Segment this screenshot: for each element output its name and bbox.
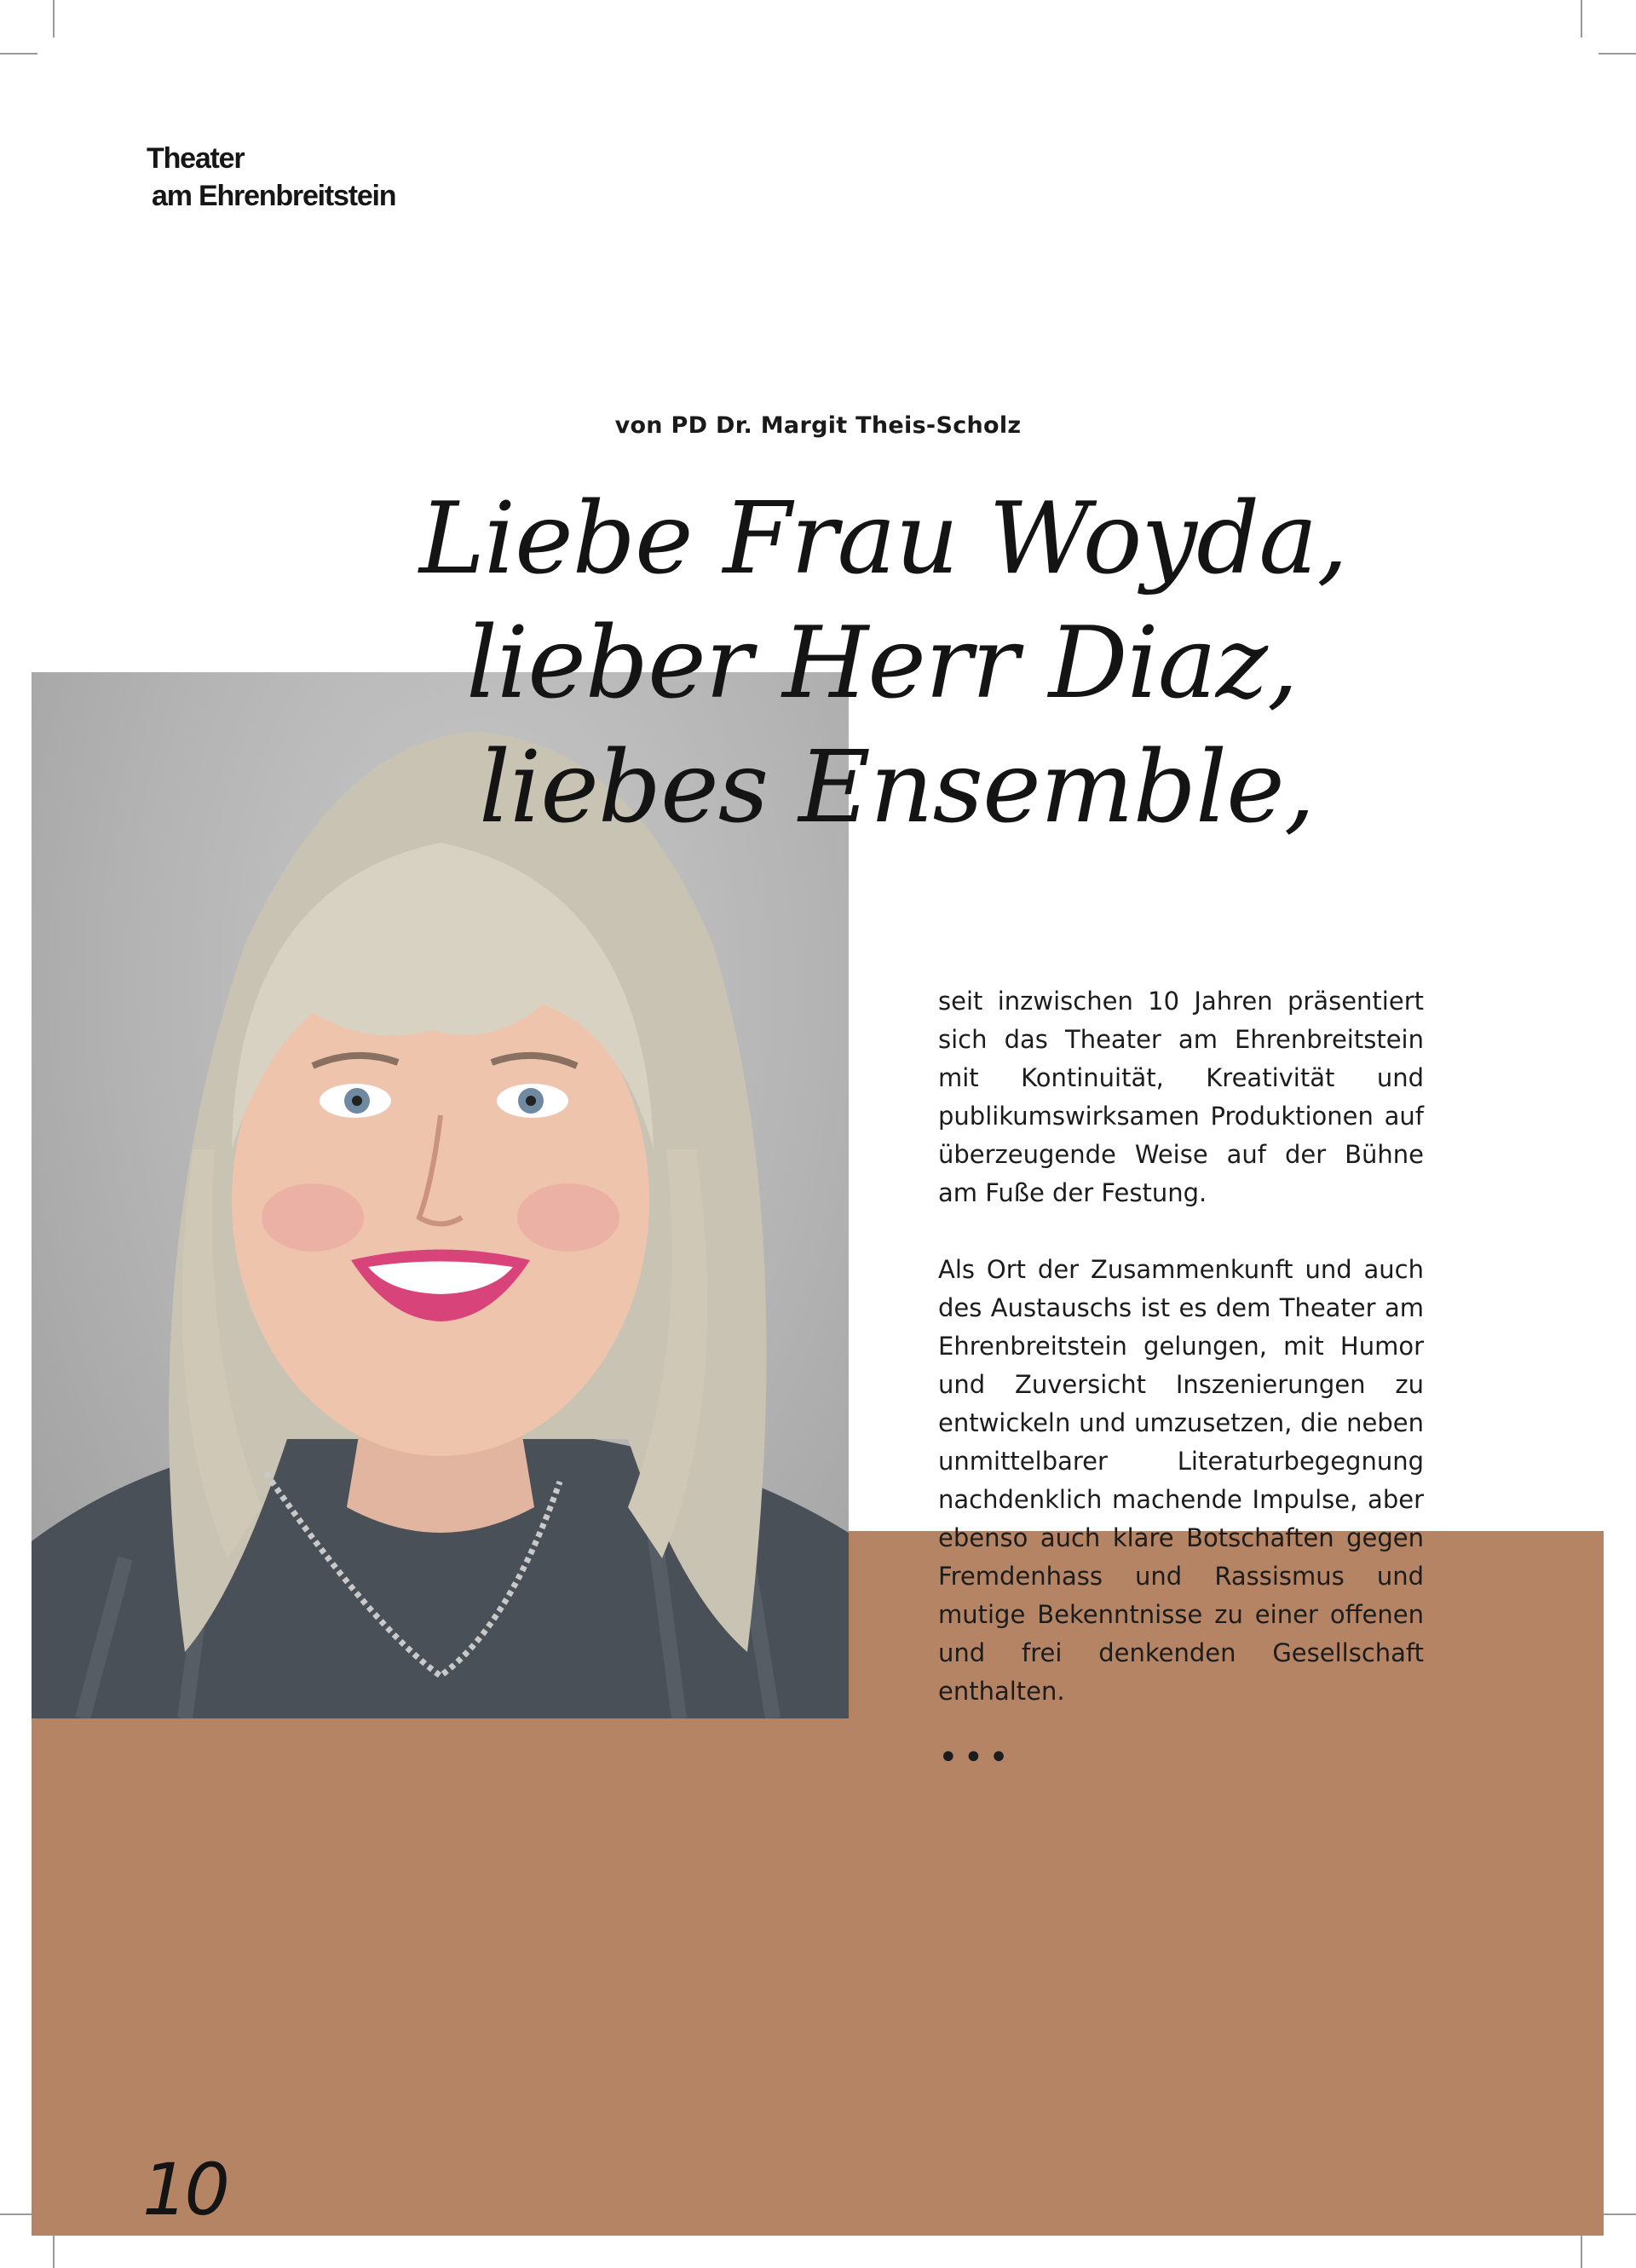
crop-mark [1581,2231,1582,2268]
paragraph: Als Ort der Zusammenkunft und auch des Austauschs ist es dem Theater am Ehrenbreitstein gelungen, mit Humor und Zuversicht Inszenierungen zu entwickeln und umzusetzen, die neben unmittelbarer Literaturbegegnung nachdenklich machende Impulse, aber ebenso auch klare Botschaften gegen Fremdenhass und Rassismus und mutige Bekenntnisse zu einer offenen und frei denkenden Gesellschaft enthalten. [938,1255,1424,1706]
headline-line-1: Liebe Frau Woyda, [419,481,1348,596]
headline-line-3: liebes Ensemble, [479,730,1315,845]
continuation-dots: ••• [938,1738,1014,1777]
crop-mark [0,53,37,55]
crop-mark [1599,53,1636,55]
headline-line-2: lieber Herr Diaz, [466,606,1298,721]
logo-line-1: Theater [147,142,245,175]
crop-mark [53,2231,55,2268]
crop-mark [1581,0,1582,37]
page-number: 10 [142,2148,227,2231]
author-byline: von PD Dr. Margit Theis-Scholz [614,412,1022,439]
article-body [938,982,1424,1711]
theater-logo [147,140,395,215]
crop-mark [53,0,55,37]
crop-mark [1599,2213,1636,2215]
logo-line-2: am Ehrenbreitstein [152,180,396,212]
paragraph: seit inzwischen 10 Jahren präsentiert sich das Theater am Ehrenbreitstein mit Kontinuität, Kreativität und publikumswirksamen Produktionen auf überzeugende Weise auf der Bühne am Fuße der Festung. [938,987,1424,1207]
